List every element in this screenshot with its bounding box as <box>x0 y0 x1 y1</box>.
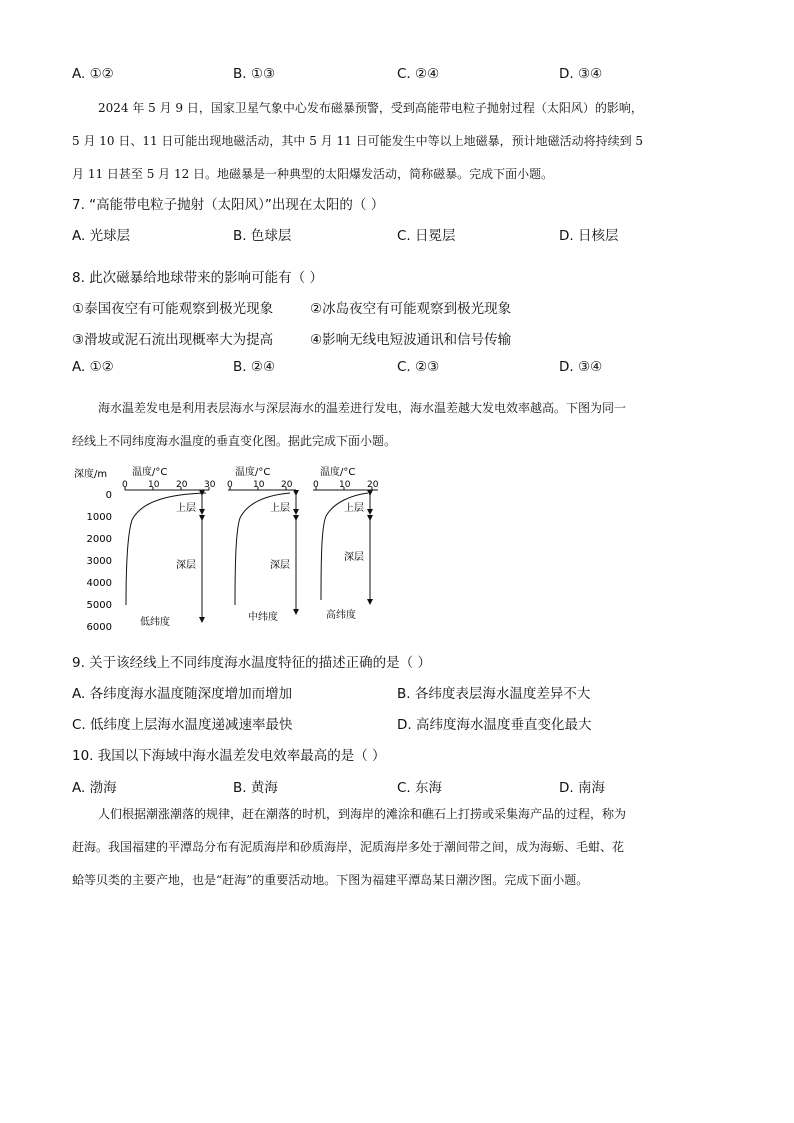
temp-axis-label: 温度/°C <box>320 467 356 478</box>
q8-option-d[interactable]: D. ③④ <box>559 359 603 375</box>
panel-low-latitude <box>122 465 216 628</box>
q6-option-a[interactable]: A. ①② <box>72 66 114 82</box>
q10-option-d[interactable]: D. 南海 <box>559 780 605 796</box>
passage-ocean-thermal <box>72 392 722 458</box>
temp-tick: 20 <box>367 480 379 490</box>
zone-label: 低纬度 <box>140 617 170 628</box>
q8-option-c[interactable]: C. ②③ <box>397 359 440 375</box>
q8-options <box>72 359 734 377</box>
temp-tick: 20 <box>281 480 293 490</box>
temp-tick: 0 <box>313 480 319 490</box>
q7-option-a[interactable]: A. 光球层 <box>72 228 131 244</box>
q7-option-c[interactable]: C. 日冕层 <box>397 228 456 244</box>
q6-option-d[interactable]: D. ③④ <box>559 66 603 82</box>
q7-stem: 7. “高能带电粒子抛射（太阳风）”出现在太阳的（ ） <box>72 197 385 213</box>
upper-layer-label: 上层 <box>176 503 196 514</box>
panel-mid-latitude <box>227 465 296 623</box>
temp-tick: 10 <box>339 480 351 490</box>
q8-option-a[interactable]: A. ①② <box>72 359 114 375</box>
depth-axis-label: 深度/m <box>74 469 108 480</box>
depth-tick: 0 <box>105 490 112 501</box>
q8-item-4: ④影响无线电短波通讯和信号传输 <box>310 332 512 348</box>
temp-tick: 10 <box>253 480 265 490</box>
q8-stem: 8. 此次磁暴给地球带来的影响可能有（ ） <box>72 270 323 286</box>
passage3-line-1: 人们根据潮涨潮落的规律，赶在潮落的时机，到海岸的滩涂和礁石上打捞或采集海产品的过程，称为 <box>98 807 627 821</box>
passage3-line-2: 赶海。我国福建的平潭岛分布有泥质海岸和砂质海岸，泥质海岸多处于潮间带之间，成为海蛎、毛蚶、花 <box>72 840 625 854</box>
temp-tick: 10 <box>148 480 160 490</box>
q8-item-2: ②冰岛夜空有可能观察到极光现象 <box>310 301 512 317</box>
temp-tick: 30 <box>204 480 216 490</box>
q9-option-d[interactable]: D. 高纬度海水温度垂直变化最大 <box>397 717 592 733</box>
q7-options <box>72 224 734 242</box>
ocean-temperature-figure <box>72 460 392 636</box>
deep-layer-label: 深层 <box>344 552 364 563</box>
upper-layer-label: 上层 <box>270 503 290 514</box>
temp-tick: 0 <box>227 480 233 490</box>
depth-tick: 2000 <box>86 534 112 545</box>
passage1-line-3: 月 11 日甚至 5 月 12 日。地磁暴是一种典型的太阳爆发活动，简称磁暴。完成下面小题。 <box>72 167 554 181</box>
q8-item-1: ①泰国夜空有可能观察到极光现象 <box>72 301 274 317</box>
depth-tick: 6000 <box>86 622 112 633</box>
depth-tick: 3000 <box>86 556 112 567</box>
passage-solar-storm <box>72 92 722 191</box>
passage2-line-2: 经线上不同纬度海水温度的垂直变化图。据此完成下面小题。 <box>72 434 397 448</box>
q9-option-c[interactable]: C. 低纬度上层海水温度递减速率最快 <box>72 717 293 733</box>
q6-options <box>72 66 734 84</box>
temp-tick: 0 <box>122 480 128 490</box>
q9-options-row-2 <box>72 713 734 731</box>
q10-option-a[interactable]: A. 渤海 <box>72 780 117 796</box>
q10-option-b[interactable]: B. 黄海 <box>233 780 278 796</box>
q7-option-b[interactable]: B. 色球层 <box>233 228 292 244</box>
q8-statements-row-1 <box>72 297 734 315</box>
passage-tidal-fishing <box>72 798 722 897</box>
passage2-line-1: 海水温差发电是利用表层海水与深层海水的温差进行发电，海水温差越大发电效率越高。下图为同一 <box>98 401 627 415</box>
deep-layer-label: 深层 <box>176 560 196 571</box>
q8-item-3: ③滑坡或泥石流出现概率大为提高 <box>72 332 274 348</box>
q10-options <box>72 776 734 794</box>
q10-option-c[interactable]: C. 东海 <box>397 780 443 796</box>
temp-axis-label: 温度/°C <box>132 467 168 478</box>
q9-option-b[interactable]: B. 各纬度表层海水温度差异不大 <box>397 686 591 702</box>
zone-label: 中纬度 <box>248 612 278 623</box>
q8-statements-row-2 <box>72 328 734 346</box>
q6-option-c[interactable]: C. ②④ <box>397 66 440 82</box>
temp-tick: 20 <box>176 480 188 490</box>
deep-layer-label: 深层 <box>270 560 290 571</box>
zone-label: 高纬度 <box>326 610 356 621</box>
temp-axis-label: 温度/°C <box>235 467 271 478</box>
upper-layer-label: 上层 <box>344 503 364 514</box>
depth-tick: 4000 <box>86 578 112 589</box>
q9-options-row-1 <box>72 682 734 700</box>
q8-option-b[interactable]: B. ②④ <box>233 359 276 375</box>
q6-option-b[interactable]: B. ①③ <box>233 66 276 82</box>
q9-stem: 9. 关于该经线上不同纬度海水温度特征的描述正确的是（ ） <box>72 655 431 671</box>
q9-option-a[interactable]: A. 各纬度海水温度随深度增加而增加 <box>72 686 293 702</box>
depth-ticks <box>87 490 112 633</box>
q7-option-d[interactable]: D. 日核层 <box>559 228 619 244</box>
depth-tick: 1000 <box>86 512 112 523</box>
panel-high-latitude <box>313 465 379 621</box>
q10-stem: 10. 我国以下海域中海水温差发电效率最高的是（ ） <box>72 748 386 764</box>
passage3-line-3: 蛤等贝类的主要产地，也是“赶海”的重要活动地。下图为福建平潭岛某日潮汐图。完成下面小题。 <box>72 873 589 887</box>
passage1-line-2: 5 月 10 日、11 日可能出现地磁活动，其中 5 月 11 日可能发生中等以上地磁暴，预计地磁活动将持续到 5 <box>72 134 644 148</box>
depth-tick: 5000 <box>86 600 112 611</box>
passage1-line-1: 2024 年 5 月 9 日，国家卫星气象中心发布磁暴预警，受到高能带电粒子抛射过程（太阳风）的影响， <box>98 101 643 115</box>
